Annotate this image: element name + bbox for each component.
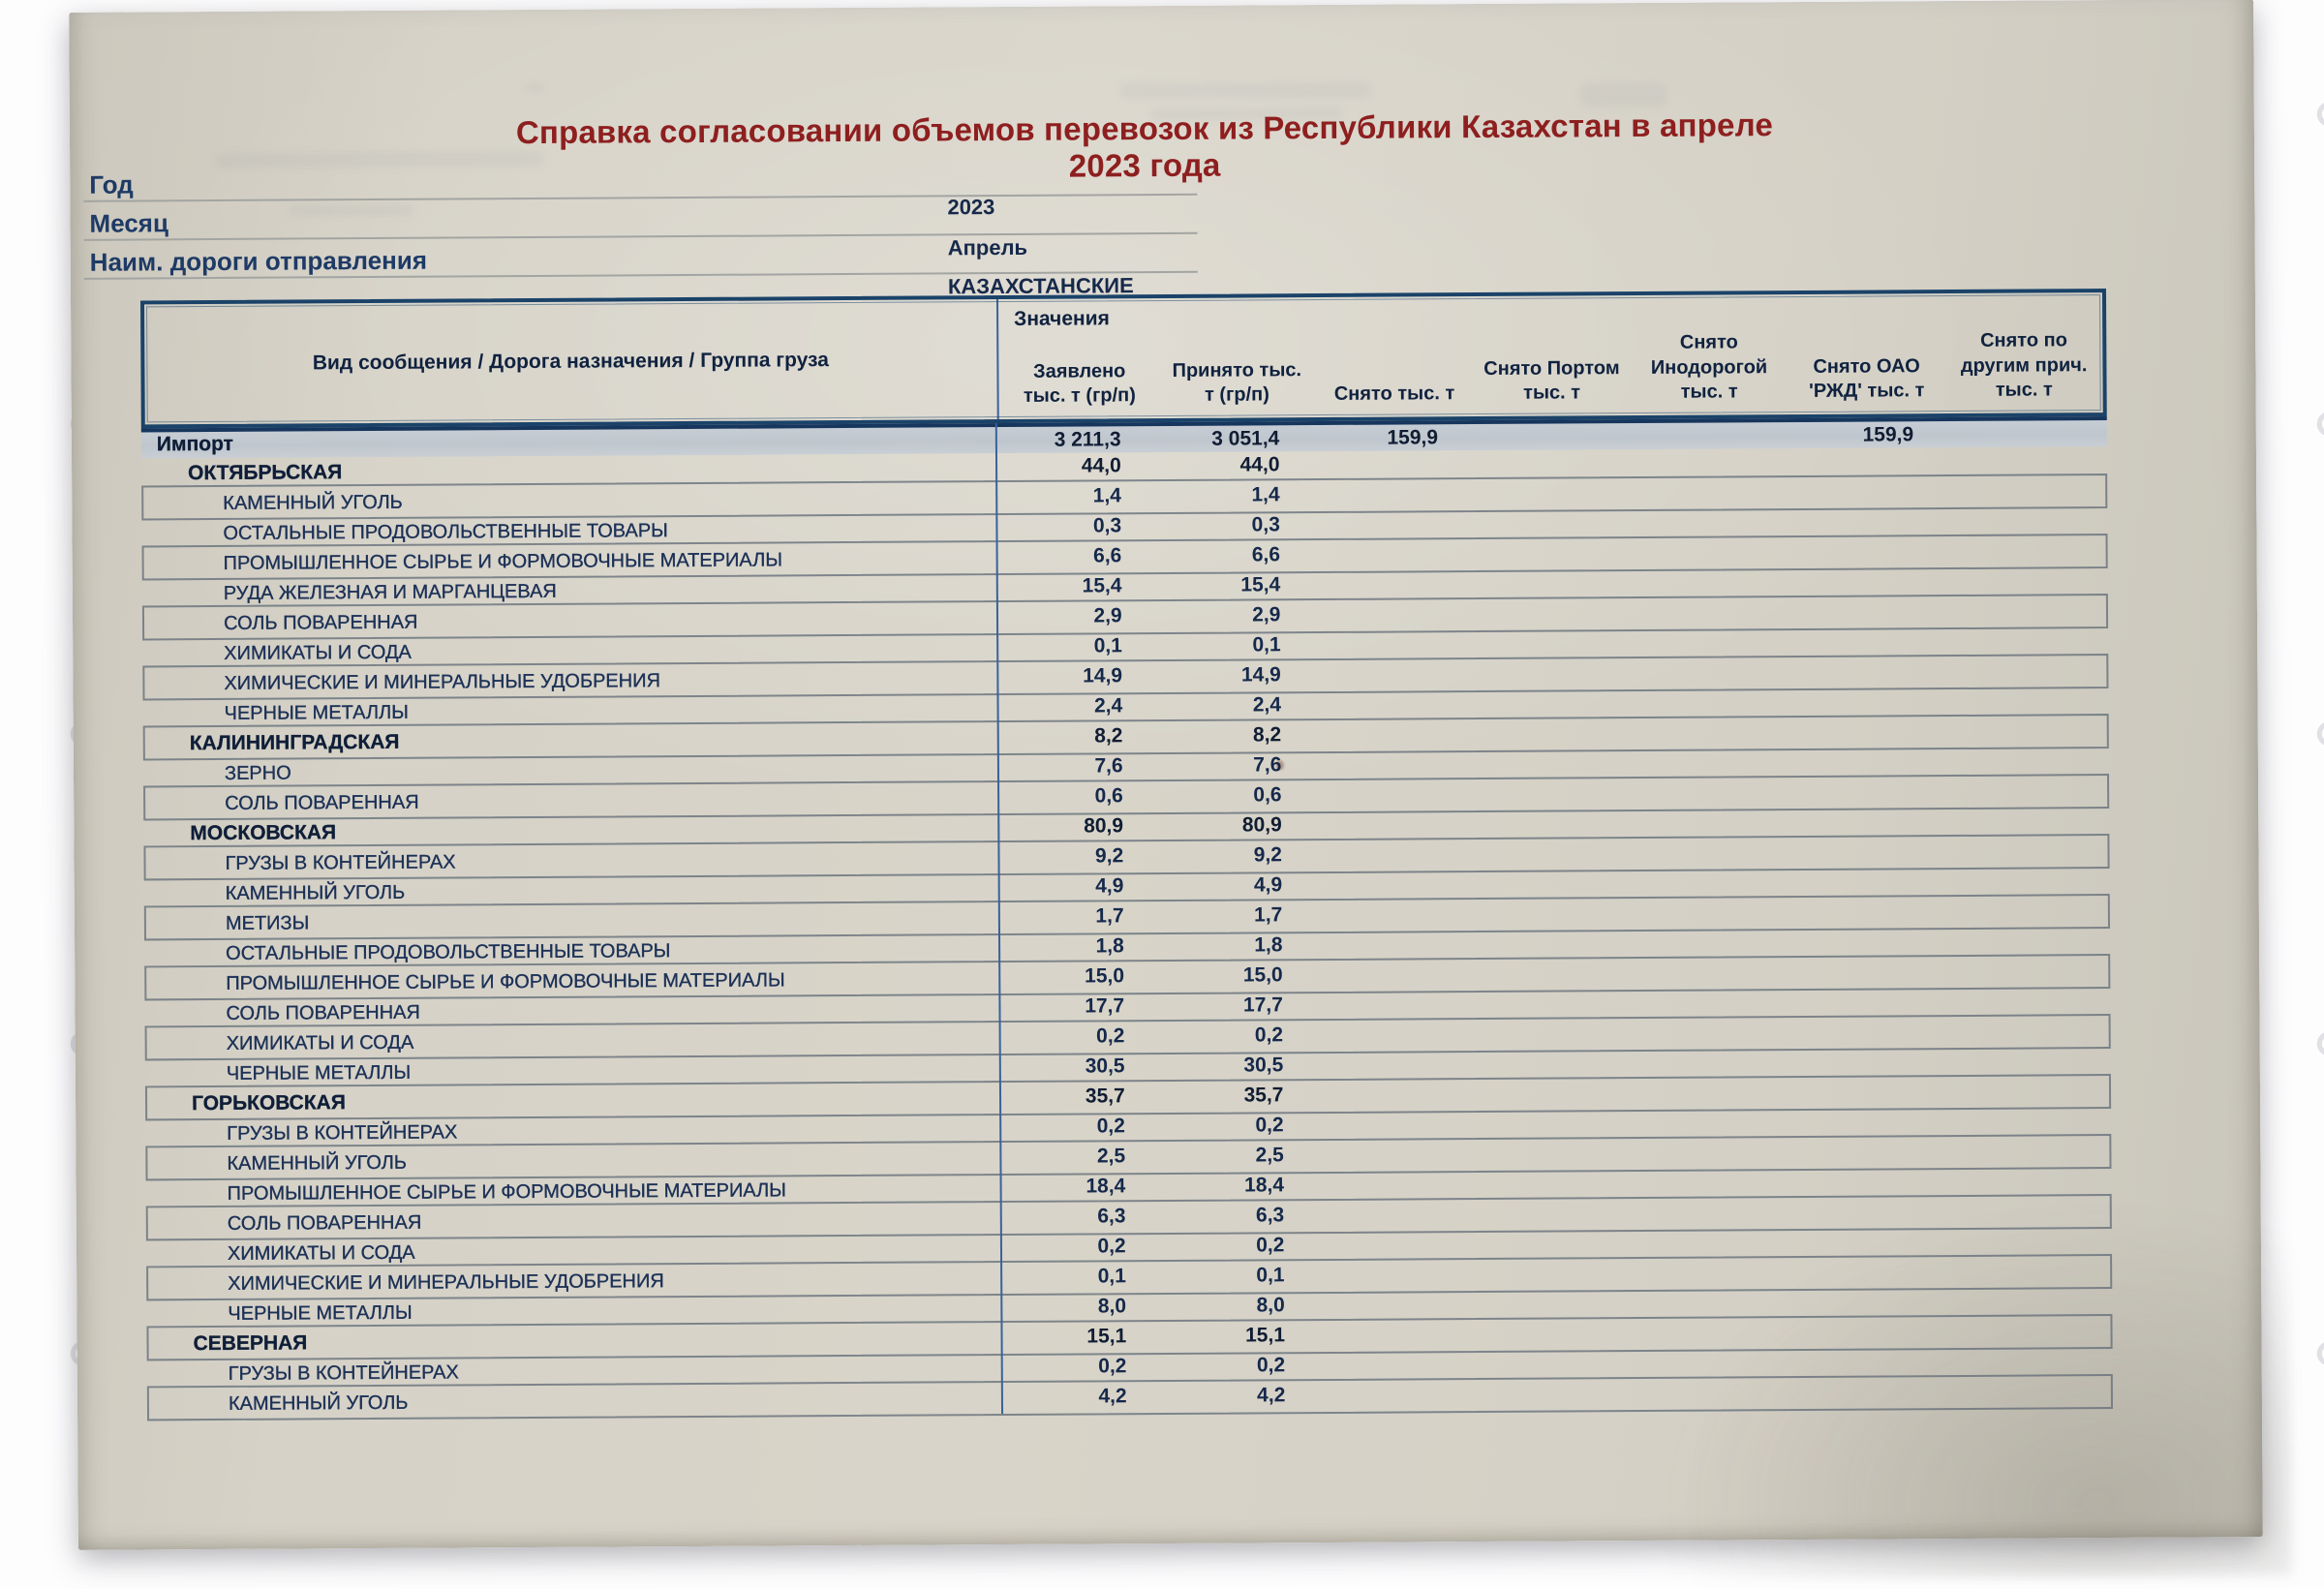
cell-snyato_inodorogoy <box>1636 1079 1794 1083</box>
cell-snyato_portom <box>1475 719 1634 723</box>
cell-prinyato_tys_t: 0,1 <box>1252 633 1281 657</box>
cell-snyato_inodorogoy <box>1634 839 1792 842</box>
cell-snyato_inodorogoy <box>1635 1019 1793 1023</box>
cell-prinyato_tys_t: 6,6 <box>1251 543 1281 566</box>
cell-snyato_oao_rzhd <box>1793 1078 1952 1082</box>
row-label: КАМЕННЫЙ УГОЛЬ <box>227 1151 408 1175</box>
cell-prinyato_tys_t: 18,4 <box>1244 1174 1285 1197</box>
form-field-row <box>83 196 1197 260</box>
cell-snyato_inodorogoy <box>1632 508 1790 512</box>
column-header-snyato_inodorogoy: Снято Инодорогой тыс. т <box>1650 331 1768 404</box>
cell-zayavleno_tys_t: 15,0 <box>1085 964 1125 988</box>
cell-zayavleno_tys_t: 1,4 <box>1092 484 1122 507</box>
cell-prinyato_tys_t: 0,2 <box>1255 1114 1284 1137</box>
cell-snyato_inodorogoy <box>1636 1109 1794 1113</box>
cell-snyato_oao_rzhd <box>1793 1048 1952 1052</box>
cell-snyato_portom <box>1474 629 1633 633</box>
cell-zayavleno_tys_t: 8,2 <box>1094 724 1123 748</box>
cell-snyato_portom <box>1473 479 1632 483</box>
cell-prinyato_tys_t: 0,2 <box>1254 1024 1284 1047</box>
cell-zayavleno_tys_t: 6,3 <box>1097 1205 1126 1228</box>
row-label: КАМЕННЫЙ УГОЛЬ <box>228 1391 409 1415</box>
cell-snyato_inodorogoy <box>1634 779 1792 782</box>
cell-zayavleno_tys_t: 18,4 <box>1086 1175 1126 1198</box>
cell-snyato_tys_t <box>1316 750 1475 754</box>
cell-zayavleno_tys_t: 14,9 <box>1083 664 1123 688</box>
paper-content <box>69 0 2263 1550</box>
value-column-headers <box>1000 325 2103 419</box>
cell-snyato_tys_t <box>1320 1351 1479 1355</box>
cell-snyato_portom <box>1477 990 1636 993</box>
row-label: МЕТИЗЫ <box>225 912 310 934</box>
cell-snyato_inodorogoy <box>1635 899 1793 902</box>
cell-snyato_portom <box>1477 1020 1636 1024</box>
row-label: СОЛЬ ПОВАРЕННАЯ <box>223 611 418 634</box>
form-field-row <box>83 157 1197 220</box>
cell-snyato_portom <box>1473 449 1632 453</box>
cell-snyato_oao_rzhd <box>1792 868 1951 871</box>
cell-snyato_portom <box>1476 870 1635 873</box>
cell-snyato_inodorogoy <box>1634 749 1792 752</box>
cell-snyato_po_drugim_prich <box>1953 1197 2112 1201</box>
row-label: ПРОМЫШЛЕННОЕ СЫРЬЕ И ФОРМОВОЧНЫЕ МАТЕРИАЛЫ <box>226 969 785 994</box>
header-form <box>83 157 1198 299</box>
cell-snyato_portom <box>1476 840 1635 843</box>
row-label: КАМЕННЫЙ УГОЛЬ <box>225 881 406 904</box>
row-label: РУДА ЖЕЛЕЗНАЯ И МАРГАНЦЕВАЯ <box>223 580 557 604</box>
cell-snyato_inodorogoy <box>1635 989 1793 993</box>
cell-snyato_oao_rzhd <box>1795 1258 1954 1262</box>
cell-snyato_inodorogoy <box>1633 688 1791 692</box>
cell-snyato_tys_t <box>1318 1051 1477 1054</box>
cell-snyato_oao_rzhd <box>1795 1378 1954 1382</box>
cell-snyato_oao_rzhd <box>1792 808 1951 811</box>
cell-snyato_portom <box>1476 900 1635 903</box>
column-header-prinyato_tys_t: Принято тыс. т (гр/п) <box>1172 358 1302 407</box>
cell-snyato_oao_rzhd <box>1793 1018 1952 1022</box>
cell-snyato_oao_rzhd <box>1795 1318 1954 1322</box>
values-group-label: Значения <box>1014 307 1110 330</box>
cell-snyato_tys_t <box>1318 1021 1477 1024</box>
row-label: КАМЕННЫЙ УГОЛЬ <box>223 491 403 514</box>
row-label: ХИМИЧЕСКИЕ И МИНЕРАЛЬНЫЕ УДОБРЕНИЯ <box>224 670 661 694</box>
cell-zayavleno_tys_t: 6,6 <box>1093 544 1122 567</box>
cell-snyato_po_drugim_prich <box>1948 476 2107 480</box>
cell-snyato_oao_rzhd <box>1793 928 1952 932</box>
cell-snyato_oao_rzhd <box>1792 838 1951 841</box>
cell-snyato_inodorogoy <box>1636 1259 1795 1263</box>
cell-snyato_inodorogoy <box>1636 1319 1795 1323</box>
row-label: ОСТАЛЬНЫЕ ПРОДОВОЛЬСТВЕННЫЕ ТОВАРЫ <box>223 520 668 544</box>
cell-prinyato_tys_t: 6,3 <box>1255 1204 1285 1227</box>
cell-snyato_po_drugim_prich <box>1954 1287 2113 1291</box>
table-body <box>141 416 2113 1419</box>
cell-zayavleno_tys_t: 0,2 <box>1097 1235 1126 1258</box>
cell-snyato_tys_t <box>1316 690 1475 694</box>
row-label: ПРОМЫШЛЕННОЕ СЫРЬЕ И ФОРМОВОЧНЫЕ МАТЕРИАЛЫ <box>227 1179 787 1205</box>
row-label: ЧЕРНЫЕ МЕТАЛЛЫ <box>228 1301 413 1325</box>
row-label: СОЛЬ ПОВАРЕННАЯ <box>226 1001 421 1024</box>
cell-snyato_portom <box>1475 749 1634 753</box>
cell-snyato_inodorogoy <box>1634 809 1792 812</box>
row-label: ГОРЬКОВСКАЯ <box>191 1091 346 1115</box>
cell-zayavleno_tys_t: 4,2 <box>1098 1385 1127 1408</box>
column-header-snyato_oao_rzhd: Снято ОАО 'РЖД' тыс. т <box>1808 355 1925 403</box>
cell-zayavleno_tys_t: 0,2 <box>1098 1355 1127 1378</box>
cell-snyato_po_drugim_prich <box>1951 837 2110 840</box>
cell-snyato_portom <box>1478 1260 1636 1264</box>
cell-snyato_portom <box>1473 423 1632 427</box>
cell-zayavleno_tys_t: 3 211,3 <box>1054 428 1121 451</box>
cell-snyato_portom <box>1474 539 1633 543</box>
cell-snyato_tys_t <box>1320 1381 1479 1385</box>
row-label: ХИМИКАТЫ И СОДА <box>224 641 412 664</box>
cell-zayavleno_tys_t: 4,9 <box>1095 874 1124 898</box>
cell-snyato_inodorogoy <box>1636 1049 1794 1053</box>
cell-snyato_tys_t <box>1314 450 1473 454</box>
field-value: 2023 <box>947 195 995 220</box>
cell-snyato_tys_t: 159,9 <box>1387 426 1439 449</box>
cell-zayavleno_tys_t: 7,6 <box>1094 754 1123 778</box>
cell-zayavleno_tys_t: 35,7 <box>1085 1085 1125 1108</box>
cell-snyato_inodorogoy <box>1636 1349 1795 1353</box>
cell-snyato_portom <box>1478 1200 1636 1204</box>
cell-snyato_po_drugim_prich <box>1951 927 2110 931</box>
cell-snyato_portom <box>1475 810 1634 813</box>
cell-snyato_tys_t <box>1320 1291 1479 1295</box>
cell-zayavleno_tys_t: 15,1 <box>1086 1325 1127 1348</box>
cell-snyato_oao_rzhd <box>1794 1228 1953 1232</box>
cell-snyato_oao_rzhd <box>1790 597 1949 601</box>
cell-snyato_po_drugim_prich <box>1951 867 2110 871</box>
cell-zayavleno_tys_t: 0,6 <box>1094 784 1123 808</box>
cell-snyato_portom <box>1479 1380 1637 1384</box>
cell-prinyato_tys_t: 2,9 <box>1252 603 1281 626</box>
cell-zayavleno_tys_t: 2,5 <box>1096 1145 1126 1168</box>
cell-snyato_oao_rzhd <box>1791 748 1950 751</box>
cell-snyato_oao_rzhd <box>1790 477 1949 481</box>
cell-snyato_po_drugim_prich <box>1948 446 2107 450</box>
cell-snyato_inodorogoy <box>1636 1289 1795 1293</box>
cell-snyato_tys_t <box>1319 1201 1478 1205</box>
cell-zayavleno_tys_t: 15,4 <box>1082 574 1122 597</box>
row-label: СОЛЬ ПОВАРЕННАЯ <box>227 1211 422 1235</box>
cell-snyato_inodorogoy <box>1632 478 1790 482</box>
cell-prinyato_tys_t: 0,6 <box>1253 783 1282 807</box>
cell-snyato_inodorogoy <box>1634 869 1792 872</box>
column-header-zayavleno_tys_t: Заявлено тыс. т (гр/п) <box>1023 360 1136 408</box>
cell-snyato_po_drugim_prich <box>1951 957 2110 961</box>
column-header-snyato_portom: Снято Портом тыс. т <box>1483 356 1620 405</box>
cell-snyato_oao_rzhd <box>1791 657 1950 661</box>
column-header-snyato_po_drugim_prich: Снято по другим прич. тыс. т <box>1960 329 2088 402</box>
cell-prinyato_tys_t: 8,2 <box>1252 723 1282 747</box>
cell-snyato_inodorogoy <box>1635 959 1793 963</box>
cell-zayavleno_tys_t: 2,4 <box>1093 694 1123 718</box>
cell-snyato_po_drugim_prich <box>1948 420 2107 424</box>
cell-snyato_portom <box>1477 1140 1636 1144</box>
cell-snyato_po_drugim_prich <box>1952 1077 2111 1081</box>
cell-snyato_po_drugim_prich <box>1950 657 2109 660</box>
cell-snyato_tys_t <box>1318 991 1477 994</box>
cell-zayavleno_tys_t: 17,7 <box>1085 994 1125 1018</box>
cell-prinyato_tys_t: 44,0 <box>1239 453 1280 476</box>
cell-snyato_oao_rzhd <box>1792 898 1951 901</box>
cell-snyato_po_drugim_prich <box>1954 1377 2113 1381</box>
field-value: КАЗАХСТАНСКИЕ <box>947 273 1134 299</box>
cell-snyato_oao_rzhd <box>1794 1168 1953 1172</box>
cell-snyato_po_drugim_prich <box>1950 777 2109 780</box>
field-label: Месяц <box>89 208 168 238</box>
cell-snyato_po_drugim_prich <box>1950 717 2109 720</box>
cell-snyato_po_drugim_prich <box>1953 1227 2112 1231</box>
cell-snyato_po_drugim_prich <box>1950 747 2109 750</box>
cell-prinyato_tys_t: 1,8 <box>1254 933 1283 957</box>
row-dimension-header: Вид сообщения / Дорога назначения / Группа груза <box>144 299 999 424</box>
cell-zayavleno_tys_t: 8,0 <box>1097 1295 1127 1318</box>
cell-snyato_oao_rzhd <box>1791 718 1950 721</box>
cell-snyato_po_drugim_prich <box>1954 1317 2113 1321</box>
cell-snyato_inodorogoy <box>1637 1379 1796 1383</box>
cell-snyato_tys_t <box>1317 840 1476 844</box>
cell-prinyato_tys_t: 15,1 <box>1245 1324 1286 1347</box>
cell-zayavleno_tys_t: 44,0 <box>1081 454 1121 477</box>
field-value: Апрель <box>947 234 1028 260</box>
cell-snyato_inodorogoy <box>1632 448 1790 452</box>
cell-snyato_portom <box>1479 1350 1637 1354</box>
cell-snyato_tys_t <box>1319 1141 1478 1145</box>
volumes-table <box>140 289 2113 1419</box>
cell-prinyato_tys_t: 14,9 <box>1240 663 1281 687</box>
row-label: КАЛИНИНГРАДСКАЯ <box>189 730 400 755</box>
cell-snyato_tys_t <box>1319 1171 1478 1175</box>
cell-snyato_tys_t <box>1316 630 1475 634</box>
field-label: Год <box>89 169 134 199</box>
cell-snyato_tys_t <box>1317 810 1476 814</box>
cell-snyato_tys_t <box>1316 660 1475 664</box>
cell-snyato_inodorogoy <box>1633 628 1791 632</box>
cell-snyato_portom <box>1474 599 1633 603</box>
cell-zayavleno_tys_t: 1,7 <box>1095 904 1124 928</box>
cell-snyato_portom <box>1477 1110 1636 1114</box>
row-label: ГРУЗЫ В КОНТЕЙНЕРАХ <box>225 851 456 874</box>
cell-snyato_po_drugim_prich <box>1952 1047 2111 1051</box>
cell-snyato_oao_rzhd <box>1793 988 1952 992</box>
cell-snyato_oao_rzhd <box>1794 1198 1953 1202</box>
cell-snyato_portom <box>1477 1080 1636 1084</box>
cell-zayavleno_tys_t: 30,5 <box>1085 1054 1125 1078</box>
cell-snyato_oao_rzhd <box>1795 1288 1954 1292</box>
cell-prinyato_tys_t: 80,9 <box>1241 813 1282 837</box>
cell-snyato_inodorogoy <box>1633 598 1791 602</box>
cell-snyato_po_drugim_prich <box>1953 1257 2112 1261</box>
cell-snyato_tys_t <box>1317 901 1476 904</box>
cell-snyato_oao_rzhd <box>1794 1108 1953 1112</box>
cell-snyato_oao_rzhd <box>1794 1138 1953 1142</box>
cell-snyato_oao_rzhd <box>1790 507 1949 511</box>
cell-prinyato_tys_t: 4,9 <box>1253 873 1283 897</box>
cell-snyato_portom <box>1473 509 1632 513</box>
cell-prinyato_tys_t: 1,7 <box>1254 903 1283 927</box>
cell-prinyato_tys_t: 17,7 <box>1242 993 1283 1017</box>
cell-snyato_portom <box>1476 930 1635 933</box>
cell-prinyato_tys_t: 9,2 <box>1253 843 1282 867</box>
row-label: СОЛЬ ПОВАРЕННАЯ <box>225 791 419 814</box>
cell-prinyato_tys_t: 8,0 <box>1256 1294 1285 1317</box>
cell-snyato_portom <box>1478 1290 1636 1294</box>
cell-snyato_inodorogoy <box>1636 1199 1795 1203</box>
cell-prinyato_tys_t: 2,5 <box>1255 1144 1284 1167</box>
cell-prinyato_tys_t: 2,4 <box>1252 693 1282 717</box>
cell-snyato_inodorogoy <box>1633 568 1791 572</box>
cell-snyato_oao_rzhd <box>1793 958 1952 962</box>
cell-prinyato_tys_t: 1,4 <box>1251 483 1280 506</box>
cell-snyato_po_drugim_prich <box>1953 1137 2112 1141</box>
cell-snyato_tys_t <box>1317 871 1476 874</box>
cell-snyato_tys_t <box>1318 961 1477 964</box>
cell-snyato_portom <box>1476 960 1635 963</box>
cell-zayavleno_tys_t: 1,8 <box>1095 934 1124 958</box>
cell-snyato_tys_t <box>1316 720 1475 724</box>
row-label: ОСТАЛЬНЫЕ ПРОДОВОЛЬСТВЕННЫЕ ТОВАРЫ <box>226 940 671 964</box>
cell-snyato_po_drugim_prich <box>1954 1347 2113 1351</box>
cell-zayavleno_tys_t: 0,2 <box>1096 1115 1125 1138</box>
cell-snyato_tys_t <box>1315 600 1474 604</box>
row-label: ХИМИКАТЫ И СОДА <box>226 1031 414 1054</box>
row-label: Импорт <box>156 432 233 456</box>
bleed-through-smudge <box>1120 82 1372 100</box>
row-label: ЧЕРНЫЕ МЕТАЛЛЫ <box>224 701 410 724</box>
cell-snyato_inodorogoy <box>1636 1139 1794 1143</box>
row-label: ГРУЗЫ В КОНТЕЙНЕРАХ <box>227 1121 458 1145</box>
row-label: ПРОМЫШЛЕННОЕ СЫРЬЕ И ФОРМОВОЧНЫЕ МАТЕРИАЛЫ <box>223 549 783 574</box>
cell-snyato_tys_t <box>1320 1321 1479 1325</box>
row-label: МОСКОВСКАЯ <box>190 821 337 845</box>
row-label: ХИМИКАТЫ И СОДА <box>227 1241 415 1265</box>
document-title: Справка согласовании объемов перевозок из Республики Казахстан в апреле 2023 года <box>515 107 1774 184</box>
cell-snyato_portom <box>1474 569 1633 573</box>
cell-snyato_po_drugim_prich <box>1949 626 2108 630</box>
cell-snyato_tys_t <box>1319 1231 1478 1235</box>
field-label: Наим. дороги отправления <box>89 245 428 277</box>
cell-snyato_portom <box>1478 1170 1636 1174</box>
cell-zayavleno_tys_t: 0,1 <box>1097 1265 1126 1288</box>
cell-snyato_po_drugim_prich <box>1951 897 2110 901</box>
cell-snyato_portom <box>1477 1050 1636 1054</box>
cell-prinyato_tys_t: 0,2 <box>1256 1354 1286 1377</box>
cell-snyato_po_drugim_prich <box>1952 1107 2111 1111</box>
cell-snyato_tys_t <box>1315 540 1474 544</box>
cell-snyato_po_drugim_prich <box>1950 687 2109 690</box>
cell-zayavleno_tys_t: 80,9 <box>1084 814 1124 838</box>
row-label: ЧЕРНЫЕ МЕТАЛЛЫ <box>226 1061 412 1085</box>
column-header-snyato_tys_t: Снято тыс. т <box>1333 382 1455 406</box>
cell-prinyato_tys_t: 7,6 <box>1253 753 1282 777</box>
cell-zayavleno_tys_t: 9,2 <box>1094 844 1124 868</box>
cell-snyato_oao_rzhd <box>1795 1348 1954 1352</box>
cell-snyato_oao_rzhd <box>1791 627 1950 631</box>
bleed-through-smudge <box>525 83 546 93</box>
cell-snyato_oao_rzhd <box>1791 688 1950 691</box>
cell-snyato_portom <box>1474 659 1633 663</box>
cell-snyato_inodorogoy <box>1634 718 1792 722</box>
cell-snyato_tys_t <box>1316 780 1475 784</box>
cell-snyato_po_drugim_prich <box>1952 987 2111 991</box>
cell-snyato_tys_t <box>1315 480 1474 484</box>
cell-prinyato_tys_t: 0,3 <box>1251 513 1280 536</box>
cell-zayavleno_tys_t: 0,1 <box>1093 634 1122 657</box>
cell-snyato_po_drugim_prich <box>1952 1017 2111 1021</box>
cell-snyato_inodorogoy <box>1632 422 1790 426</box>
cell-snyato_inodorogoy <box>1636 1229 1795 1233</box>
cell-snyato_portom <box>1475 779 1634 783</box>
cell-snyato_tys_t <box>1319 1111 1478 1115</box>
cell-prinyato_tys_t: 30,5 <box>1243 1054 1284 1077</box>
cell-prinyato_tys_t: 0,1 <box>1256 1264 1285 1287</box>
cell-prinyato_tys_t: 4,2 <box>1257 1384 1286 1407</box>
row-label: ХИМИЧЕСКИЕ И МИНЕРАЛЬНЫЕ УДОБРЕНИЯ <box>228 1270 664 1295</box>
row-label: СЕВЕРНАЯ <box>193 1331 308 1356</box>
cell-snyato_portom <box>1475 689 1634 693</box>
cell-snyato_inodorogoy <box>1632 538 1790 542</box>
cell-prinyato_tys_t: 35,7 <box>1243 1084 1284 1107</box>
cell-snyato_po_drugim_prich <box>1949 596 2108 600</box>
paper-sheet <box>69 0 2263 1550</box>
cell-snyato_po_drugim_prich <box>1951 807 2110 810</box>
cell-snyato_portom <box>1479 1320 1637 1324</box>
cell-snyato_po_drugim_prich <box>1949 536 2108 540</box>
cell-snyato_tys_t <box>1315 570 1474 574</box>
cell-snyato_po_drugim_prich <box>1949 566 2108 570</box>
cell-prinyato_tys_t: 3 051,4 <box>1211 427 1280 450</box>
cell-snyato_tys_t <box>1317 931 1476 934</box>
bleed-through-smudge <box>1580 82 1667 108</box>
cell-snyato_inodorogoy <box>1635 929 1793 932</box>
cell-snyato_inodorogoy <box>1633 658 1791 662</box>
cell-snyato_oao_rzhd <box>1790 447 1949 451</box>
cell-snyato_tys_t <box>1315 510 1474 514</box>
row-label: ОКТЯБРЬСКАЯ <box>188 461 343 485</box>
cell-zayavleno_tys_t: 0,2 <box>1096 1024 1125 1048</box>
cell-snyato_portom <box>1478 1230 1636 1234</box>
cell-zayavleno_tys_t: 0,3 <box>1092 514 1122 537</box>
cell-snyato_po_drugim_prich <box>1953 1167 2112 1171</box>
cell-snyato_tys_t <box>1319 1261 1478 1265</box>
cell-snyato_oao_rzhd <box>1792 778 1951 781</box>
table-header <box>140 289 2107 428</box>
row-label: ЗЕРНО <box>224 762 291 784</box>
cell-zayavleno_tys_t: 2,9 <box>1093 604 1122 627</box>
cell-snyato_tys_t <box>1318 1081 1477 1085</box>
cell-snyato_po_drugim_prich <box>1949 506 2108 510</box>
form-field-row <box>84 234 1198 299</box>
cell-snyato_inodorogoy <box>1636 1169 1794 1173</box>
cell-snyato_oao_rzhd: 159,9 <box>1862 423 1914 446</box>
cell-prinyato_tys_t: 15,4 <box>1240 573 1281 596</box>
cell-snyato_oao_rzhd <box>1790 537 1949 541</box>
row-label: ГРУЗЫ В КОНТЕЙНЕРАХ <box>228 1361 459 1385</box>
cell-snyato_oao_rzhd <box>1790 567 1949 571</box>
cell-prinyato_tys_t: 0,2 <box>1256 1234 1285 1257</box>
cell-prinyato_tys_t: 15,0 <box>1242 963 1283 987</box>
